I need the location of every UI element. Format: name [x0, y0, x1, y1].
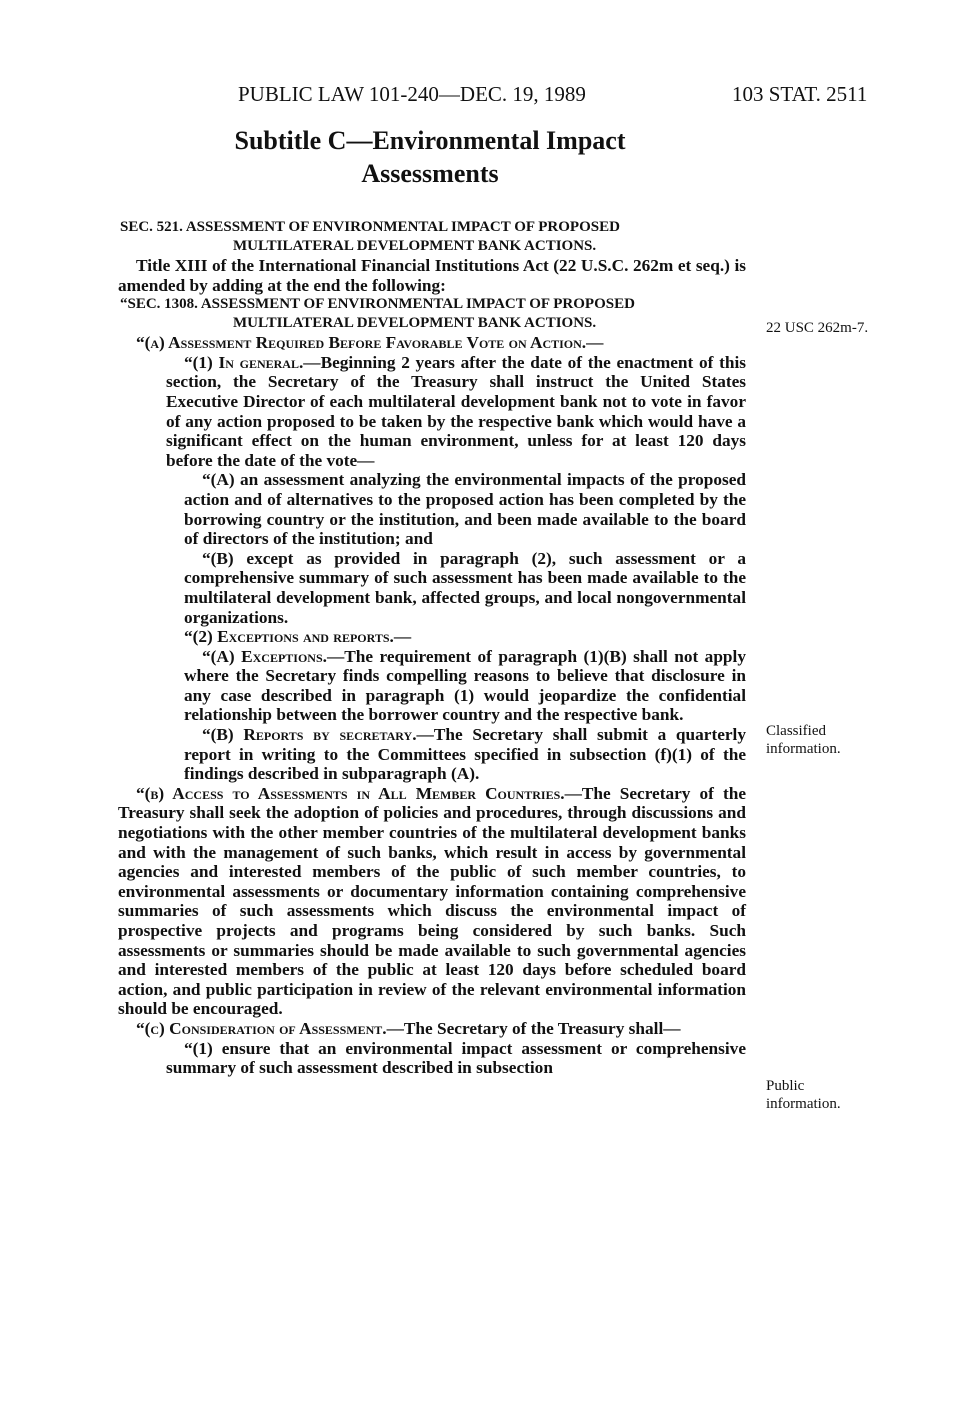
paragraph-a1-text: —Beginning 2 years after the date of the enactment of this section, the Secretary of the Treasury shall instruct the United States Executive Director of each multilateral development bank not to vote in favor of any action proposed to be taken by the respective bank which would have a significant effect on the human environment, unless for at least 120 days before the date of the vote— [166, 352, 746, 470]
section-1308-heading-line-2: MULTILATERAL DEVELOPMENT BANK ACTIONS. [233, 315, 597, 332]
subsection-b-heading: “(b) Access to Assessments in All Member Countries. [136, 783, 565, 803]
subparagraph-a2A-text: —The requirement of paragraph (1)(B) shall not apply where the Secretary finds compelling reasons to believe that disclosure in any case described in paragraph (1) would jeopardize the confidential relationship between the borrower country and the respective bank. [184, 646, 746, 725]
paragraph-c1: “(1) ensure that an environmental impact assessment or comprehensive summary of such assessment described in subsection [166, 1038, 746, 1078]
section-521-heading-line-1: SEC. 521. ASSESSMENT OF ENVIRONMENTAL IMPACT OF PROPOSED [120, 219, 620, 235]
subparagraph-a1A: “(A) an assessment analyzing the environmental impacts of the proposed action and of alternatives to the proposed action has been completed by the borrowing country or the institution, and been made available to the board of directors of the institution; and [184, 470, 746, 549]
paragraph-a2-heading-text: “(2) Exceptions and reports.— [184, 627, 412, 647]
document-body [118, 218, 746, 1078]
section-521-intro: Title XIII of the International Financial Institutions Act (22 U.S.C. 262m et seq.) is amended by adding at the end the following: [118, 256, 746, 295]
subtitle-line-2: Assessments [361, 159, 499, 188]
public-law-citation: PUBLIC LAW 101-240—DEC. 19, 1989 [238, 82, 586, 106]
subparagraph-a2B [118, 725, 746, 784]
margin-note-classified-line-2: information. [766, 741, 841, 757]
subsection-b [118, 784, 746, 1019]
subsection-c [118, 1019, 746, 1039]
margin-note-classified-line-1: Classified [766, 723, 826, 739]
subparagraph-a2B-text: —The Secretary shall submit a quarterly report in writing to the Committees specified in subsection (f)(1) of the findings described in subparagraph (A). [184, 725, 746, 784]
subparagraph-a2B-heading: “(B) Reports by secretary. [202, 725, 417, 745]
subsection-c-text: —The Secretary of the Treasury shall— [386, 1018, 681, 1038]
section-1308-heading-line-1: “SEC. 1308. ASSESSMENT OF ENVIRONMENTAL IMPACT OF PROPOSED [120, 296, 635, 313]
subsection-b-text: —The Secretary of the Treasury shall seek the adoption of policies and procedures, through discussions and negotiations with the other member countries of the multilateral development banks and with the management of such banks, which result in access by governmental agencies and interested members of the public of such member countries, to environmental assessments or documentary information containing comprehensive summaries of such assessments which discuss the environmental impact of prospective projects and programs being considered by such banks. Such assessments or summaries should be made available to such governmental agencies and interested members of the public at least 120 days before scheduled board action, and public participation in review of the relevant environmental information should be encouraged. [118, 783, 747, 1019]
margin-note-usc: 22 USC 262m-7. [766, 320, 869, 336]
subsection-a-heading-text: “(a) Assessment Required Before Favorable Vote on Action.— [136, 333, 604, 353]
subparagraph-a2A [118, 647, 746, 725]
paragraph-a1-heading: “(1) In general. [184, 352, 304, 372]
section-521-heading [118, 218, 746, 256]
subsection-c-heading: “(c) Consideration of Assessment. [136, 1018, 387, 1038]
page-header [0, 78, 958, 112]
subparagraph-a1B: “(B) except as provided in paragraph (2), such assessment or a comprehensive summary of such assessment has been made available to the multilateral development bank, affected groups, and local nongovernmental organizations. [184, 548, 746, 627]
subparagraph-a2A-heading: “(A) Exceptions. [202, 646, 327, 666]
subsection-a-heading [118, 333, 746, 353]
paragraph-a2-heading [118, 627, 746, 647]
subtitle-line-1: Subtitle C—Environmental Impact [234, 126, 626, 155]
paragraph-a1 [118, 353, 746, 471]
statute-page-number: 103 STAT. 2511 [732, 82, 868, 106]
margin-note-public-line-2: information. [766, 1096, 841, 1112]
section-1308-heading [118, 295, 746, 333]
section-521-heading-line-2: MULTILATERAL DEVELOPMENT BANK ACTIONS. [233, 238, 597, 254]
margin-note-public-line-1: Public [766, 1078, 805, 1094]
margin-note-classified [766, 722, 841, 758]
subtitle-heading [190, 124, 670, 190]
margin-note-public [766, 1077, 841, 1113]
